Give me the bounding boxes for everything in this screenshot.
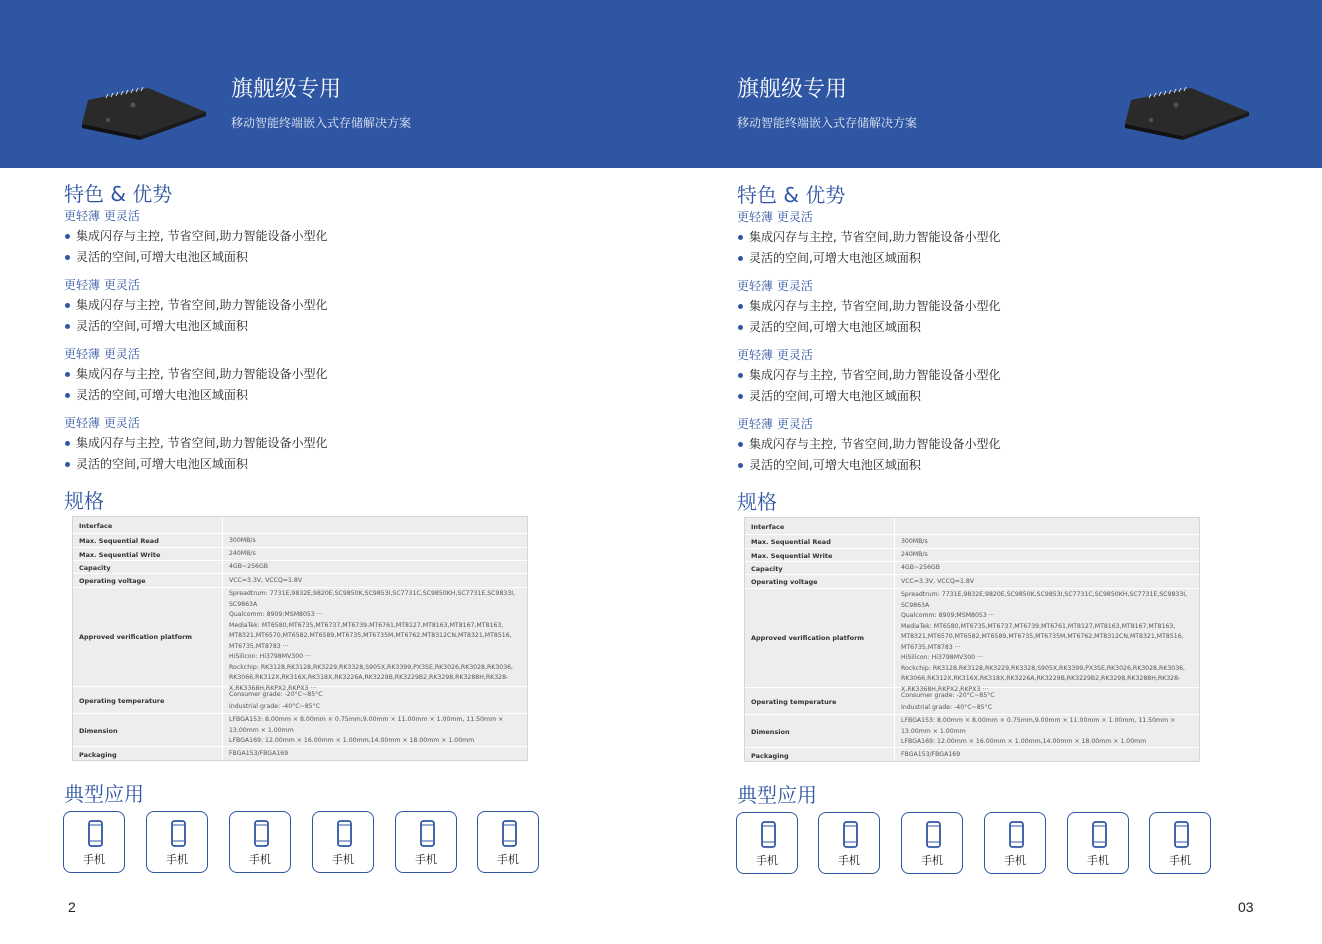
spec-key: Packaging <box>79 751 117 759</box>
mobile-phone-icon <box>88 820 103 847</box>
feature-subheading: 更轻薄 更灵活 <box>64 209 140 223</box>
feature-item <box>737 296 1257 317</box>
bullet-icon <box>65 393 70 398</box>
bullet-icon <box>738 304 743 309</box>
feature-item <box>64 433 584 454</box>
application-label: 手机 <box>838 854 860 867</box>
application-card <box>818 812 880 874</box>
feature-subheading: 更轻薄 更灵活 <box>737 348 813 362</box>
feature-item <box>64 247 584 268</box>
banner-title: 旗舰级专用 <box>737 77 848 102</box>
mobile-phone-icon <box>843 821 858 848</box>
mobile-phone-icon <box>337 820 352 847</box>
application-label: 手机 <box>332 853 354 866</box>
applications-heading: 典型应用 <box>737 783 817 807</box>
spec-row <box>73 517 527 534</box>
spec-key: Operating voltage <box>79 577 146 585</box>
application-label: 手机 <box>83 853 105 866</box>
mobile-phone-icon <box>1009 821 1024 848</box>
bullet-icon <box>65 324 70 329</box>
header-banner <box>0 0 661 168</box>
application-label: 手机 <box>1004 854 1026 867</box>
bullet-icon <box>65 303 70 308</box>
spec-value: VCC=3.3V, VCCQ=1.8V <box>901 578 975 585</box>
spec-row <box>745 575 1199 589</box>
spec-key: Operating voltage <box>751 578 818 586</box>
spec-table <box>72 516 528 761</box>
features-heading: 特色 & 优势 <box>737 183 846 207</box>
specs-heading: 规格 <box>64 489 104 513</box>
spec-row <box>73 747 527 761</box>
spec-value: LFBGA153: 8.00mm × 8.00mm × 0.75mm,9.00mm × 11.00mm × 1.00mm, 11.50mm × 13.00mm × 1.00mm LFBGA169: 12.00mm × 16.00mm × 1.00mm,14.00mm × 18.00mm × 1.00mm <box>229 716 504 744</box>
feature-text: 灵活的空间,可增大电池区域面积 <box>76 388 248 402</box>
feature-item <box>737 248 1257 269</box>
feature-item <box>64 385 584 406</box>
spec-row <box>73 561 527 574</box>
application-label: 手机 <box>415 853 437 866</box>
spec-row <box>745 688 1199 715</box>
spec-value: LFBGA153: 8.00mm × 8.00mm × 0.75mm,9.00mm × 11.00mm × 1.00mm, 11.50mm × 13.00mm × 1.00mm LFBGA169: 12.00mm × 16.00mm × 1.00mm,14.00mm × 18.00mm × 1.00mm <box>901 717 1176 745</box>
feature-item <box>64 316 584 337</box>
feature-item <box>737 434 1257 455</box>
spec-table <box>744 517 1200 762</box>
applications-heading: 典型应用 <box>64 782 144 806</box>
features-list <box>64 206 584 482</box>
spec-value: 4GB~256GB <box>229 563 269 570</box>
bullet-icon <box>738 235 743 240</box>
application-label: 手机 <box>249 853 271 866</box>
application-card <box>63 811 125 873</box>
spec-row <box>745 589 1199 693</box>
spec-row <box>73 588 527 692</box>
application-label: 手机 <box>1087 854 1109 867</box>
feature-item <box>737 455 1257 476</box>
bullet-icon <box>65 462 70 467</box>
mobile-phone-icon <box>926 821 941 848</box>
mobile-phone-icon <box>761 821 776 848</box>
spec-key: Packaging <box>751 752 789 760</box>
feature-item <box>64 454 584 475</box>
feature-group <box>737 345 1257 407</box>
page-right <box>661 0 1322 944</box>
feature-text: 集成闪存与主控, 节省空间,助力智能设备小型化 <box>76 298 328 312</box>
spec-value: FBGA153/FBGA169 <box>901 751 961 758</box>
feature-text: 灵活的空间,可增大电池区域面积 <box>76 457 248 471</box>
page-number: 03 <box>1238 899 1254 915</box>
banner-title: 旗舰级专用 <box>231 77 342 102</box>
bullet-icon <box>738 463 743 468</box>
spec-row <box>73 574 527 588</box>
spec-value: 240MB/s <box>229 550 256 557</box>
application-card <box>477 811 539 873</box>
bullet-icon <box>738 373 743 378</box>
spec-value: Consumer grade: -20°C~85°C Industrial grade: -40°C~85°C <box>901 692 995 711</box>
feature-subheading: 更轻薄 更灵活 <box>737 279 813 293</box>
spec-value: 300MB/s <box>901 538 928 545</box>
banner-subtitle: 移动智能终端嵌入式存储解决方案 <box>231 116 412 130</box>
mobile-phone-icon <box>502 820 517 847</box>
spec-value: 300MB/s <box>229 537 256 544</box>
bullet-icon <box>738 325 743 330</box>
feature-item <box>737 386 1257 407</box>
application-card <box>146 811 208 873</box>
application-card <box>1149 812 1211 874</box>
bullet-icon <box>65 441 70 446</box>
feature-subheading: 更轻薄 更灵活 <box>737 210 813 224</box>
spec-row <box>745 562 1199 575</box>
spec-row <box>745 518 1199 535</box>
spec-key: Operating temperature <box>751 698 837 706</box>
application-card <box>1067 812 1129 874</box>
chip-image <box>1121 80 1251 140</box>
spec-row <box>745 549 1199 562</box>
feature-text: 集成闪存与主控, 节省空间,助力智能设备小型化 <box>749 368 1001 382</box>
feature-group <box>737 414 1257 476</box>
spec-value: 4GB~256GB <box>901 564 941 571</box>
application-label: 手机 <box>497 853 519 866</box>
application-label: 手机 <box>166 853 188 866</box>
feature-group <box>64 413 584 475</box>
feature-text: 灵活的空间,可增大电池区域面积 <box>76 250 248 264</box>
spec-value: 240MB/s <box>901 551 928 558</box>
spec-row <box>73 534 527 548</box>
mobile-phone-icon <box>254 820 269 847</box>
feature-text: 灵活的空间,可增大电池区域面积 <box>749 389 921 403</box>
feature-text: 灵活的空间,可增大电池区域面积 <box>76 319 248 333</box>
mobile-phone-icon <box>1174 821 1189 848</box>
spec-key: Operating temperature <box>79 697 165 705</box>
feature-group <box>64 206 584 268</box>
feature-text: 灵活的空间,可增大电池区域面积 <box>749 458 921 472</box>
spec-key: Max. Sequential Write <box>751 552 833 560</box>
features-list <box>737 207 1257 483</box>
mobile-phone-icon <box>171 820 186 847</box>
feature-item <box>64 226 584 247</box>
mobile-phone-icon <box>1092 821 1107 848</box>
spec-key: Max. Sequential Read <box>751 538 831 546</box>
bullet-icon <box>738 442 743 447</box>
feature-item <box>64 295 584 316</box>
spec-row <box>73 687 527 714</box>
spec-row <box>745 715 1199 748</box>
feature-subheading: 更轻薄 更灵活 <box>64 416 140 430</box>
application-label: 手机 <box>756 854 778 867</box>
specs-heading: 规格 <box>737 490 777 514</box>
feature-subheading: 更轻薄 更灵活 <box>737 417 813 431</box>
feature-text: 集成闪存与主控, 节省空间,助力智能设备小型化 <box>76 229 328 243</box>
application-label: 手机 <box>1169 854 1191 867</box>
spec-key: Dimension <box>751 728 790 736</box>
application-card <box>901 812 963 874</box>
bullet-icon <box>738 256 743 261</box>
spec-key: Max. Sequential Write <box>79 551 161 559</box>
spec-key: Capacity <box>79 564 111 572</box>
bullet-icon <box>65 234 70 239</box>
application-card <box>395 811 457 873</box>
feature-text: 灵活的空间,可增大电池区域面积 <box>749 320 921 334</box>
spec-key: Max. Sequential Read <box>79 537 159 545</box>
spec-value: Spreadtrum: 7731E,9832E,9820E,SC9850K,SC9853I,SC7731C,SC9850KH,SC7731E,SC9833I, SC9863A Qualcomm: 8909;MSM8053 ··· MediaTek: MT6580,MT6735,MT6737,MT6739,MT6761,MT8127,MT8163,MT8167,MT8163, MT8321,MT6570,MT6582,MT6589,MT6735,MT6735M,MT6762,MT8312CN,MT8321,MT8516, MT6735,MT8783 ··· HiSilicon: Hi3798MV300 ··· Rockchip: RK3128,RK3128,RK3229,RK3328,S905X,RK3399,PX3SE,RK3026,RK3028,RK3036, RK3066,RK312X,RK316X,RK318X,RK3226A,RK3229B,RK3229B2,RK3298,RK3288H,RK328-X,RK3368H,RKPX2,RKPX3 ··· <box>229 590 516 692</box>
bullet-icon <box>65 255 70 260</box>
feature-subheading: 更轻薄 更灵活 <box>64 278 140 292</box>
feature-group <box>64 344 584 406</box>
feature-item <box>737 227 1257 248</box>
spec-value: FBGA153/FBGA169 <box>229 750 289 757</box>
feature-text: 灵活的空间,可增大电池区域面积 <box>749 251 921 265</box>
feature-item <box>64 364 584 385</box>
spec-key: Interface <box>79 522 113 530</box>
spec-key: Dimension <box>79 727 118 735</box>
spec-key: Approved verification platform <box>751 634 865 642</box>
feature-text: 集成闪存与主控, 节省空间,助力智能设备小型化 <box>749 230 1001 244</box>
spec-row <box>73 714 527 747</box>
feature-group <box>737 207 1257 269</box>
spec-key: Approved verification platform <box>79 633 193 641</box>
feature-group <box>64 275 584 337</box>
application-card <box>229 811 291 873</box>
feature-text: 集成闪存与主控, 节省空间,助力智能设备小型化 <box>76 436 328 450</box>
feature-text: 集成闪存与主控, 节省空间,助力智能设备小型化 <box>749 437 1001 451</box>
banner-subtitle: 移动智能终端嵌入式存储解决方案 <box>737 116 918 130</box>
application-card <box>736 812 798 874</box>
mobile-phone-icon <box>420 820 435 847</box>
spec-value: Spreadtrum: 7731E,9832E,9820E,SC9850K,SC9853I,SC7731C,SC9850KH,SC7731E,SC9833I, SC9863A Qualcomm: 8909;MSM8053 ··· MediaTek: MT6580,MT6735,MT6737,MT6739,MT6761,MT8127,MT8163,MT8167,MT8163, MT8321,MT6570,MT6582,MT6589,MT6735,MT6735M,MT6762,MT8312CN,MT8321,MT8516, MT6735,MT8783 ··· HiSilicon: Hi3798MV300 ··· Rockchip: RK3128,RK3128,RK3229,RK3328,S905X,RK3399,PX3SE,RK3026,RK3028,RK3036, RK3066,RK312X,RK316X,RK318X,RK3226A,RK3229B,RK3229B2,RK3298,RK3288H,RK328-X,RK3368H,RKPX2,RKPX3 ··· <box>901 591 1188 693</box>
application-label: 手机 <box>921 854 943 867</box>
spec-value: Consumer grade: -20°C~85°C Industrial grade: -40°C~85°C <box>229 691 323 710</box>
application-card <box>312 811 374 873</box>
header-banner <box>661 0 1322 168</box>
spec-row <box>745 748 1199 762</box>
spec-key: Capacity <box>751 565 783 573</box>
spec-key: Interface <box>751 523 785 531</box>
feature-item <box>737 317 1257 338</box>
spec-row <box>745 535 1199 549</box>
bullet-icon <box>65 372 70 377</box>
feature-text: 集成闪存与主控, 节省空间,助力智能设备小型化 <box>749 299 1001 313</box>
feature-subheading: 更轻薄 更灵活 <box>64 347 140 361</box>
features-heading: 特色 & 优势 <box>64 182 173 206</box>
page-number: 2 <box>68 899 76 915</box>
feature-text: 集成闪存与主控, 节省空间,助力智能设备小型化 <box>76 367 328 381</box>
application-card <box>984 812 1046 874</box>
chip-image <box>78 80 208 140</box>
bullet-icon <box>738 394 743 399</box>
spec-value: VCC=3.3V, VCCQ=1.8V <box>229 577 303 584</box>
spec-row <box>73 548 527 561</box>
feature-group <box>737 276 1257 338</box>
feature-item <box>737 365 1257 386</box>
